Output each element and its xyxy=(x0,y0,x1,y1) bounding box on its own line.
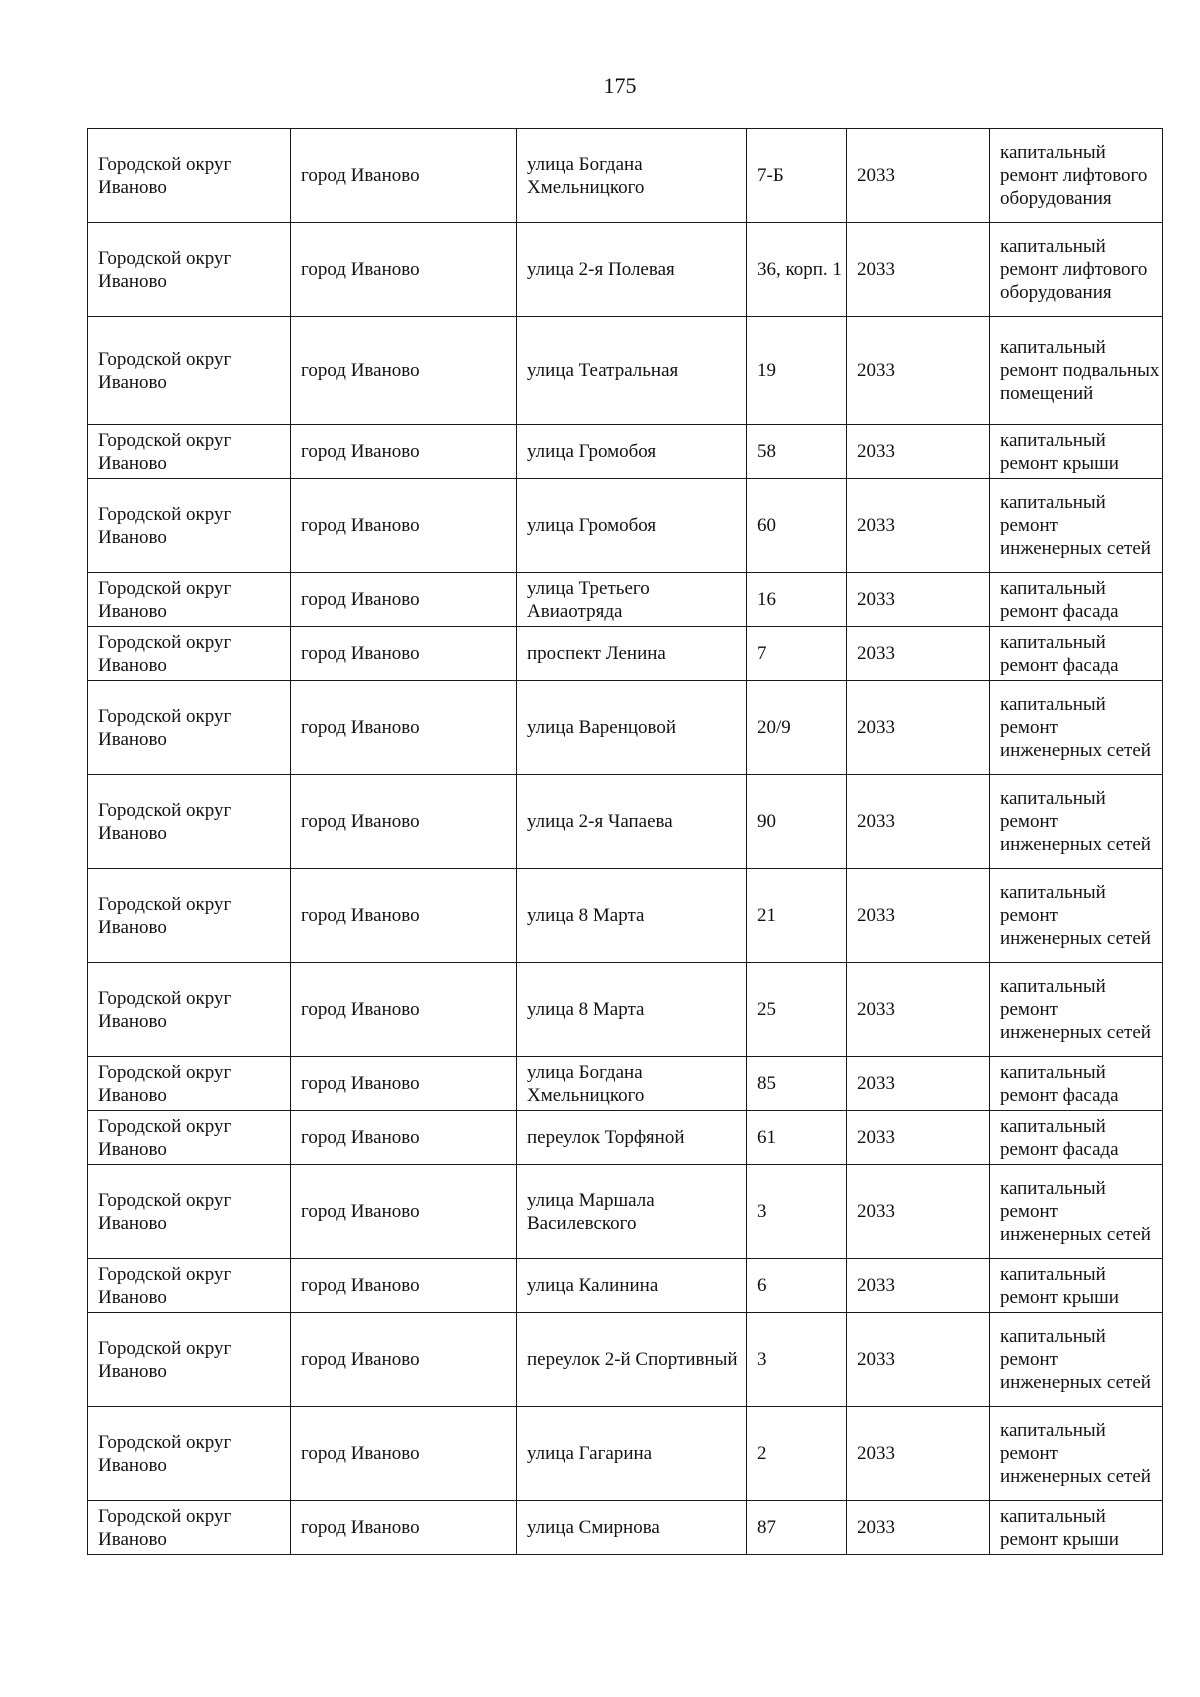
work-type-cell: капитальный ремонт фасада xyxy=(990,627,1163,681)
year-cell: 2033 xyxy=(847,1501,990,1555)
table-row xyxy=(88,425,1163,479)
district-cell: Городской округ Иваново xyxy=(88,1057,291,1111)
house-cell: 58 xyxy=(747,425,847,479)
house-cell: 85 xyxy=(747,1057,847,1111)
year-cell: 2033 xyxy=(847,627,990,681)
city-cell: город Иваново xyxy=(291,1165,517,1259)
table-row xyxy=(88,223,1163,317)
table-row xyxy=(88,479,1163,573)
house-cell: 60 xyxy=(747,479,847,573)
work-type-cell: капитальный ремонт инженерных сетей xyxy=(990,963,1163,1057)
house-cell: 7 xyxy=(747,627,847,681)
year-cell: 2033 xyxy=(847,1057,990,1111)
house-cell: 61 xyxy=(747,1111,847,1165)
street-cell: улица 8 Марта xyxy=(517,869,747,963)
work-type-cell: капитальный ремонт инженерных сетей xyxy=(990,479,1163,573)
house-cell: 2 xyxy=(747,1407,847,1501)
year-cell: 2033 xyxy=(847,1259,990,1313)
house-cell: 20/9 xyxy=(747,681,847,775)
year-cell: 2033 xyxy=(847,775,990,869)
district-cell: Городской округ Иваново xyxy=(88,1501,291,1555)
city-cell: город Иваново xyxy=(291,627,517,681)
year-cell: 2033 xyxy=(847,869,990,963)
street-cell: улица Богдана Хмельницкого xyxy=(517,129,747,223)
work-type-cell: капитальный ремонт крыши xyxy=(990,425,1163,479)
street-cell: улица 8 Марта xyxy=(517,963,747,1057)
table-row xyxy=(88,963,1163,1057)
city-cell: город Иваново xyxy=(291,479,517,573)
street-cell: улица Громобоя xyxy=(517,425,747,479)
district-cell: Городской округ Иваново xyxy=(88,681,291,775)
table-row xyxy=(88,775,1163,869)
city-cell: город Иваново xyxy=(291,129,517,223)
city-cell: город Иваново xyxy=(291,1313,517,1407)
house-cell: 25 xyxy=(747,963,847,1057)
district-cell: Городской округ Иваново xyxy=(88,1165,291,1259)
table-row xyxy=(88,573,1163,627)
house-cell: 6 xyxy=(747,1259,847,1313)
house-cell: 90 xyxy=(747,775,847,869)
table-row xyxy=(88,129,1163,223)
district-cell: Городской округ Иваново xyxy=(88,1407,291,1501)
city-cell: город Иваново xyxy=(291,1501,517,1555)
district-cell: Городской округ Иваново xyxy=(88,573,291,627)
work-type-cell: капитальный ремонт крыши xyxy=(990,1501,1163,1555)
table-row xyxy=(88,681,1163,775)
table-row xyxy=(88,1501,1163,1555)
work-type-cell: капитальный ремонт лифтового оборудования xyxy=(990,223,1163,317)
city-cell: город Иваново xyxy=(291,775,517,869)
year-cell: 2033 xyxy=(847,1111,990,1165)
street-cell: улица Смирнова xyxy=(517,1501,747,1555)
year-cell: 2033 xyxy=(847,425,990,479)
street-cell: переулок Торфяной xyxy=(517,1111,747,1165)
table-row xyxy=(88,317,1163,425)
city-cell: город Иваново xyxy=(291,317,517,425)
table-row xyxy=(88,1259,1163,1313)
year-cell: 2033 xyxy=(847,573,990,627)
work-type-cell: капитальный ремонт инженерных сетей xyxy=(990,1313,1163,1407)
year-cell: 2033 xyxy=(847,1165,990,1259)
table-row xyxy=(88,869,1163,963)
year-cell: 2033 xyxy=(847,479,990,573)
street-cell: переулок 2-й Спортивный xyxy=(517,1313,747,1407)
district-cell: Городской округ Иваново xyxy=(88,963,291,1057)
street-cell: улица Третьего Авиаотряда xyxy=(517,573,747,627)
city-cell: город Иваново xyxy=(291,1057,517,1111)
work-type-cell: капитальный ремонт фасада xyxy=(990,1057,1163,1111)
house-cell: 7-Б xyxy=(747,129,847,223)
city-cell: город Иваново xyxy=(291,425,517,479)
street-cell: улица Калинина xyxy=(517,1259,747,1313)
house-cell: 87 xyxy=(747,1501,847,1555)
work-type-cell: капитальный ремонт лифтового оборудования xyxy=(990,129,1163,223)
city-cell: город Иваново xyxy=(291,681,517,775)
work-type-cell: капитальный ремонт инженерных сетей xyxy=(990,1407,1163,1501)
district-cell: Городской округ Иваново xyxy=(88,627,291,681)
house-cell: 3 xyxy=(747,1165,847,1259)
district-cell: Городской округ Иваново xyxy=(88,1111,291,1165)
street-cell: улица Театральная xyxy=(517,317,747,425)
street-cell: улица 2-я Полевая xyxy=(517,223,747,317)
work-type-cell: капитальный ремонт фасада xyxy=(990,1111,1163,1165)
year-cell: 2033 xyxy=(847,681,990,775)
page-number: 175 xyxy=(603,73,637,98)
work-type-cell: капитальный ремонт инженерных сетей xyxy=(990,681,1163,775)
work-type-cell: капитальный ремонт инженерных сетей xyxy=(990,869,1163,963)
work-type-cell: капитальный ремонт инженерных сетей xyxy=(990,1165,1163,1259)
house-cell: 19 xyxy=(747,317,847,425)
city-cell: город Иваново xyxy=(291,573,517,627)
district-cell: Городской округ Иваново xyxy=(88,317,291,425)
house-cell: 21 xyxy=(747,869,847,963)
city-cell: город Иваново xyxy=(291,1259,517,1313)
table-row xyxy=(88,627,1163,681)
district-cell: Городской округ Иваново xyxy=(88,869,291,963)
district-cell: Городской округ Иваново xyxy=(88,775,291,869)
district-cell: Городской округ Иваново xyxy=(88,129,291,223)
street-cell: улица Гагарина xyxy=(517,1407,747,1501)
district-cell: Городской округ Иваново xyxy=(88,1313,291,1407)
work-type-cell: капитальный ремонт крыши xyxy=(990,1259,1163,1313)
table-row xyxy=(88,1407,1163,1501)
city-cell: город Иваново xyxy=(291,963,517,1057)
street-cell: проспект Ленина xyxy=(517,627,747,681)
table-row xyxy=(88,1165,1163,1259)
street-cell: улица Богдана Хмельницкого xyxy=(517,1057,747,1111)
street-cell: улица Варенцовой xyxy=(517,681,747,775)
city-cell: город Иваново xyxy=(291,1407,517,1501)
year-cell: 2033 xyxy=(847,1313,990,1407)
year-cell: 2033 xyxy=(847,223,990,317)
district-cell: Городской округ Иваново xyxy=(88,425,291,479)
house-cell: 36, корп. 1 xyxy=(747,223,847,317)
table-row xyxy=(88,1313,1163,1407)
year-cell: 2033 xyxy=(847,129,990,223)
work-type-cell: капитальный ремонт фасада xyxy=(990,573,1163,627)
city-cell: город Иваново xyxy=(291,869,517,963)
year-cell: 2033 xyxy=(847,1407,990,1501)
table-row xyxy=(88,1111,1163,1165)
house-cell: 3 xyxy=(747,1313,847,1407)
district-cell: Городской округ Иваново xyxy=(88,479,291,573)
table-row xyxy=(88,1057,1163,1111)
street-cell: улица Громобоя xyxy=(517,479,747,573)
district-cell: Городской округ Иваново xyxy=(88,1259,291,1313)
work-type-cell: капитальный ремонт инженерных сетей xyxy=(990,775,1163,869)
year-cell: 2033 xyxy=(847,963,990,1057)
city-cell: город Иваново xyxy=(291,223,517,317)
year-cell: 2033 xyxy=(847,317,990,425)
housing-repair-table xyxy=(87,128,1163,1555)
city-cell: город Иваново xyxy=(291,1111,517,1165)
street-cell: улица 2-я Чапаева xyxy=(517,775,747,869)
work-type-cell: капитальный ремонт подвальных помещений xyxy=(990,317,1163,425)
house-cell: 16 xyxy=(747,573,847,627)
district-cell: Городской округ Иваново xyxy=(88,223,291,317)
street-cell: улица Маршала Василевского xyxy=(517,1165,747,1259)
